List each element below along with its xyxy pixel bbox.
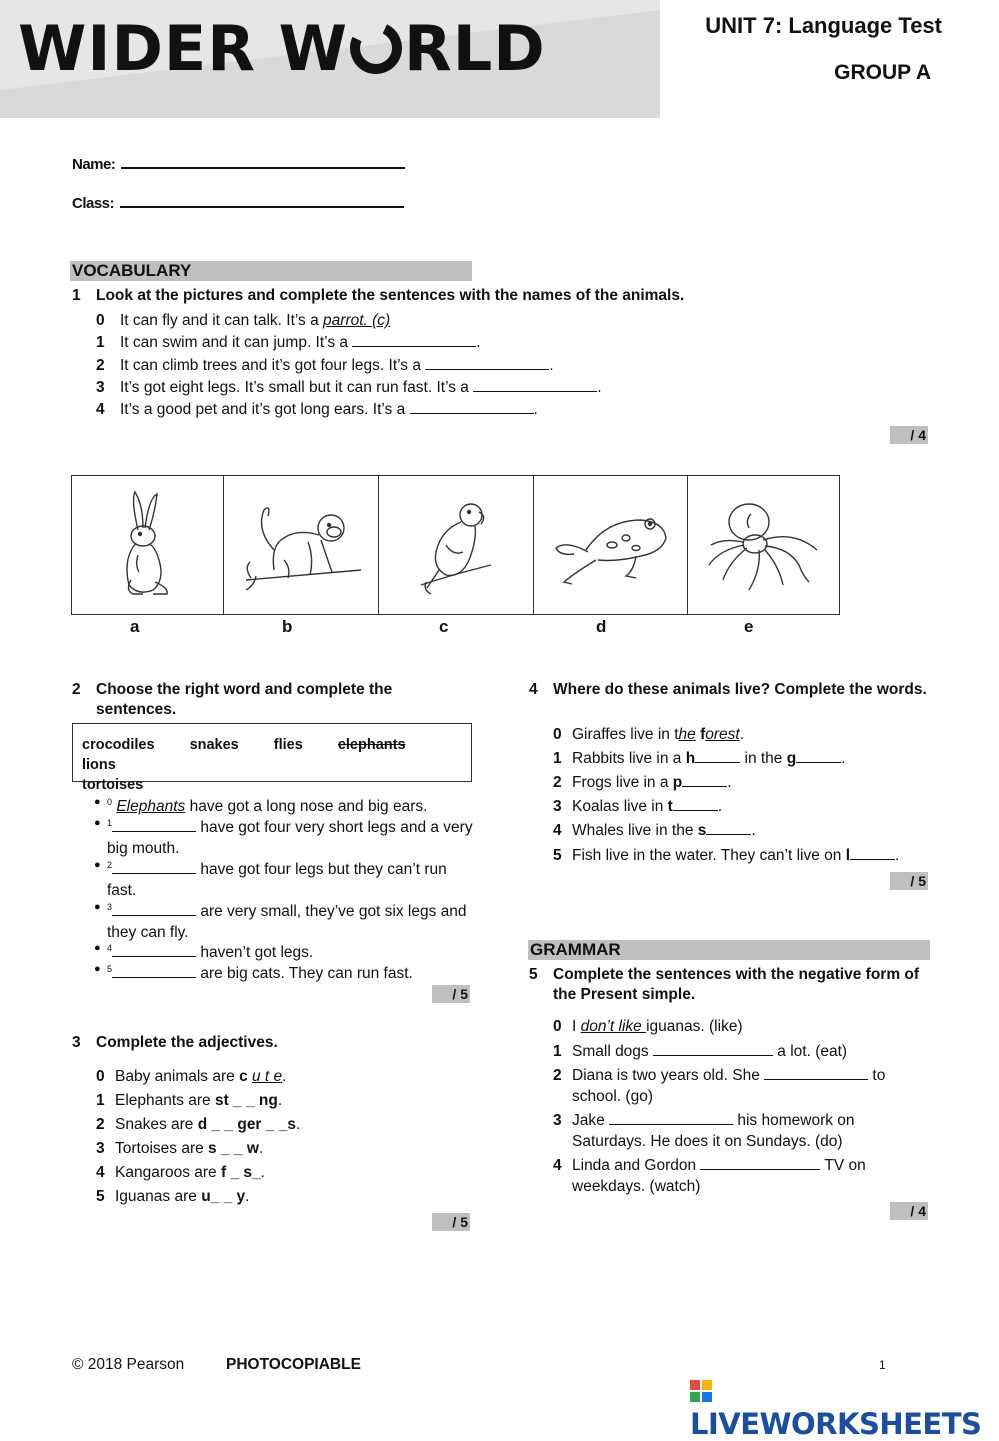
monkey-icon	[236, 490, 366, 600]
task1-item-2: 2 It can climb trees and it’s got four legs. It’s a .	[96, 357, 554, 374]
rabbit-icon	[83, 490, 213, 600]
task2-score: / 5	[432, 985, 470, 1003]
task3-item-2: 2 Snakes are d _ _ ger _ _s.	[96, 1116, 301, 1133]
copyright: © 2018 Pearson	[72, 1356, 185, 1373]
answer-blank[interactable]	[425, 356, 549, 370]
class-line[interactable]	[120, 206, 404, 208]
liveworksheets-icon	[690, 1380, 712, 1402]
word-option: snakes	[189, 737, 239, 753]
photocopiable-label: PHOTOCOPIABLE	[226, 1356, 361, 1373]
spider-picture	[688, 476, 839, 614]
spider-icon	[699, 490, 829, 600]
answer-blank[interactable]	[473, 378, 597, 392]
task5-item-0: 0 I don’t like iguanas. (like)	[553, 1018, 743, 1035]
task5-item-3: 3 Jake his homework on Saturdays. He does it on Sundays. (do)	[553, 1112, 855, 1150]
task1-instruction: 1 Look at the pictures and complete the sentences with the names of the animals.	[72, 287, 685, 304]
task4-item-2: 2 Frogs live in a p .	[553, 774, 732, 791]
task2-item-3: ● $^3$ are very small, they’ve got six legs and they can fly.	[94, 901, 467, 942]
task1-score: / 4	[890, 426, 928, 444]
answer-blank[interactable]	[609, 1111, 733, 1125]
task5-instruction: 5 Complete the sentences with the negative form of the Present simple.	[529, 966, 920, 1003]
frog-picture	[534, 476, 688, 614]
picture-label-c: c	[439, 617, 449, 636]
answer-blank[interactable]	[796, 749, 841, 763]
answer-blank[interactable]	[653, 1042, 773, 1056]
name-field: Name:	[72, 156, 405, 173]
word-option: lions	[82, 757, 116, 773]
task3-instruction: 3 Complete the adjectives.	[72, 1034, 278, 1051]
parrot-icon	[391, 490, 521, 600]
task3-item-3: 3 Tortoises are s _ _ w.	[96, 1140, 264, 1157]
word-box	[72, 723, 472, 793]
task4-instruction: 4 Where do these animals live? Complete the words.	[529, 681, 927, 698]
picture-label-d: d	[596, 617, 607, 636]
task1-item-1: 1 It can swim and it can jump. It’s a .	[96, 334, 481, 351]
word-option: tortoises	[82, 777, 144, 793]
logo-o-ring	[343, 15, 410, 82]
task2-instruction: 2 Choose the right word and complete the sentences.	[72, 681, 393, 718]
name-line[interactable]	[121, 167, 405, 169]
task4-item-0: 0 Giraffes live in the forest.	[553, 726, 745, 743]
vocabulary-heading: VOCABULARY	[70, 261, 472, 281]
monkey-picture	[224, 476, 379, 614]
task4-item-5: 5 Fish live in the water. They can’t live on l .	[553, 847, 900, 864]
word-option: crocodiles	[82, 737, 155, 753]
task5-item-2: 2 Diana is two years old. She to school. (go)	[553, 1067, 886, 1105]
task3-item-5: 5 Iguanas are u_ _ y.	[96, 1188, 250, 1205]
answer-blank[interactable]	[112, 964, 196, 978]
answer-blank[interactable]	[850, 846, 895, 860]
grammar-heading: GRAMMAR	[528, 940, 930, 960]
task2-item-2: ● $^2$ have got four legs but they can’t run fast.	[94, 859, 447, 900]
group-label: GROUP A	[834, 61, 931, 84]
task2-item-1: ● $^1$ have got four very short legs and a very big mouth.	[94, 817, 473, 858]
answer-blank[interactable]	[410, 400, 534, 414]
task2-item-0: ● $^0$ Elephants have got a long nose and big ears.	[94, 796, 428, 816]
word-option: flies	[273, 737, 303, 753]
frog-icon	[546, 490, 676, 600]
unit-title: UNIT 7: Language Test	[705, 13, 942, 38]
answer-blank[interactable]	[764, 1066, 868, 1080]
answer-blank[interactable]	[695, 749, 740, 763]
picture-label-a: a	[130, 617, 140, 636]
task5-item-1: 1 Small dogs a lot. (eat)	[553, 1043, 848, 1060]
word-option-used: elephants	[337, 737, 406, 753]
answer-blank[interactable]	[682, 773, 727, 787]
task1-item-4: 4 It’s a good pet and it’s got long ears. It’s a .	[96, 401, 538, 418]
task1-item-3: 3 It’s got eight legs. It’s small but it can run fast. It’s a .	[96, 379, 602, 396]
task3-item-0: 0 Baby animals are c u t e.	[96, 1068, 287, 1085]
answer-blank[interactable]	[700, 1156, 820, 1170]
animal-pictures	[71, 475, 840, 615]
liveworksheets-logo[interactable]: LIVEWORKSHEETS	[690, 1373, 999, 1441]
task4-item-1: 1 Rabbits live in a h in the g .	[553, 750, 846, 767]
task4-score: / 5	[890, 872, 928, 890]
answer-blank[interactable]	[706, 821, 751, 835]
task1-item-0: 0 It can fly and it can talk. It’s a parrot. (c)	[96, 312, 391, 329]
parrot-picture	[379, 476, 534, 614]
class-field: Class:	[72, 195, 404, 212]
wider-world-logo: WIDER W RLD	[18, 12, 546, 85]
task2-item-5: ● $^5$ are big cats. They can run fast.	[94, 963, 413, 983]
rabbit-picture	[72, 476, 224, 614]
picture-label-b: b	[282, 617, 293, 636]
answer-blank[interactable]	[112, 860, 196, 874]
answer-blank[interactable]	[112, 943, 196, 957]
task5-item-4: 4 Linda and Gordon TV on weekdays. (watch)	[553, 1157, 866, 1195]
task3-score: / 5	[432, 1213, 470, 1231]
answer-blank[interactable]	[673, 797, 718, 811]
answer-blank[interactable]	[112, 818, 196, 832]
answer-blank[interactable]	[112, 902, 196, 916]
task5-score: / 4	[890, 1202, 928, 1220]
task2-item-4: ● $^4$ haven’t got legs.	[94, 942, 314, 962]
picture-label-e: e	[744, 617, 754, 636]
task3-item-1: 1 Elephants are st _ _ ng.	[96, 1092, 283, 1109]
task4-item-3: 3 Koalas live in t .	[553, 798, 723, 815]
task4-item-4: 4 Whales live in the s .	[553, 822, 756, 839]
task3-item-4: 4 Kangaroos are f _ s_.	[96, 1164, 265, 1181]
answer-blank[interactable]	[352, 333, 476, 347]
page-number: 1	[879, 1358, 886, 1372]
